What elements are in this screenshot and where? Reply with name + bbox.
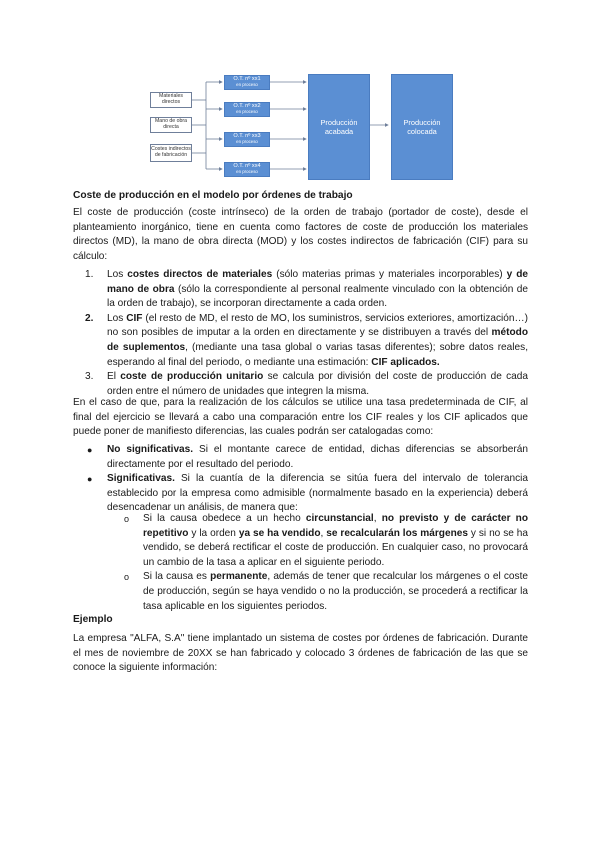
- work-order-1: [224, 75, 270, 90]
- significant-subbullets: [124, 512, 529, 614]
- example-paragraph: La empresa "ALFA, S.A" tiene implantado un sistema de costes por órdenes de fabricación. Durante el mes de noviembre de 20XX se han fabricado y colocado 3 órdenes de fabricación de las que se conoce la siguiente información:: [73, 633, 528, 674]
- list-item: 2. Los CIF (el resto de MD, el resto de MO, los suministros, servicios exteriores, amortización…) no son posibles de imputar a la orden en directamente y se distribuyen a través del método de suplementos, (mediante una tasa global o varias tasas diferentes); sobre datos reales, esperando al final del periodo, o mediante una estimación: CIF aplicados.: [85, 312, 528, 368]
- bullet-ring: o: [124, 514, 130, 524]
- cost-factors-list: [85, 268, 528, 399]
- work-order-3-status: en proceso: [236, 138, 258, 144]
- work-order-1-title: O.T. nº xx1: [233, 76, 261, 82]
- list-item: ● Significativas. Si la cuantía de la diferencia se sitúa fuera del intervalo de tolerancia establecido por la empresa como admisible (normalmente basado en la experiencia) deberá desencadenar un análisis, de manera que:: [87, 473, 528, 514]
- list-number: 3.: [85, 371, 94, 383]
- example-title: Ejemplo: [73, 614, 113, 625]
- section-title: Coste de producción en el modelo por órdenes de trabajo: [73, 190, 353, 201]
- work-order-4-status: en proceso: [236, 168, 258, 174]
- list-item: o Si la causa es permanente, además de tener que recalcular los márgenes o el coste de producción, según se haya vendido o no la producción, se procederá a rectificar la tasa aplicable en los siguientes periodos.: [124, 571, 528, 612]
- differences-paragraph: En el caso de que, para la realización de los cálculos se utilice una tasa predeterminada de CIF, al final del ejercicio se llevará a cabo una comparación entre los CIF reales y los CIF aplicados que puede poner de manifiesto diferencias, las cuales podrán ser catalogadas como:: [73, 397, 528, 438]
- finished-production-box: Producción acabada: [308, 74, 370, 180]
- bullet-ring: o: [124, 572, 130, 583]
- input-indirect-costs: Costes indirectos de fabricación: [150, 144, 192, 162]
- work-order-1-status: en proceso: [236, 81, 258, 87]
- work-order-4: [224, 162, 270, 177]
- work-order-3-title: O.T. nº xx3: [233, 133, 261, 139]
- list-item: ● No significativas. Si el montante carece de entidad, dichas diferencias se absorberán directamente por el resultado del periodo.: [87, 444, 528, 470]
- work-order-4-title: O.T. nº xx4: [233, 163, 261, 169]
- list-number: 2.: [85, 312, 94, 324]
- input-direct-materials: Materiales directos: [150, 92, 192, 108]
- list-item: 1. Los costes directos de materiales (sólo materias primas y materiales incorporables) y de mano de obra (sólo la correspondiente al personal realmente vinculado con la obtención de la orden de trabajo), se incorporan directamente a cada orden.: [85, 269, 528, 310]
- list-item: o Si la causa obedece a un hecho circunstancial, no previsto y de carácter no repetitivo y la orden ya se ha vendido, se recalcularán los márgenes y si no se ha vendido, se deberá rectificar el coste de producción. En cualquier caso, no provocará un cambio de la tasa a aplicar en el siguiente periodo.: [124, 513, 529, 568]
- bullet-dot: ●: [87, 445, 93, 455]
- input-direct-labor: Mano de obra directa: [150, 117, 192, 133]
- work-order-2-title: O.T. nº xx2: [233, 103, 261, 109]
- list-item: 3. El coste de producción unitario se calcula por división del coste de producción de cada orden entre el número de unidades que integren la misma.: [85, 371, 528, 397]
- placed-production-box: Producción colocada: [391, 74, 453, 180]
- differences-bullets: [87, 443, 528, 516]
- bullet-dot: ●: [87, 474, 93, 485]
- work-order-2-status: en proceso: [236, 108, 258, 114]
- work-order-2: [224, 102, 270, 117]
- intro-paragraph: El coste de producción (coste intrínseco) de la orden de trabajo (portador de coste), desde el planteamiento inorgánico, tiene en cuenta como factores de coste de producción los materiales directos (MD), la mano de obra directa (MOD) y los costes indirectos de fabricación (CIF) para su cálculo:: [73, 207, 528, 262]
- work-order-3: [224, 132, 270, 147]
- production-flow-diagram: [146, 70, 456, 182]
- list-number: 1.: [85, 269, 94, 280]
